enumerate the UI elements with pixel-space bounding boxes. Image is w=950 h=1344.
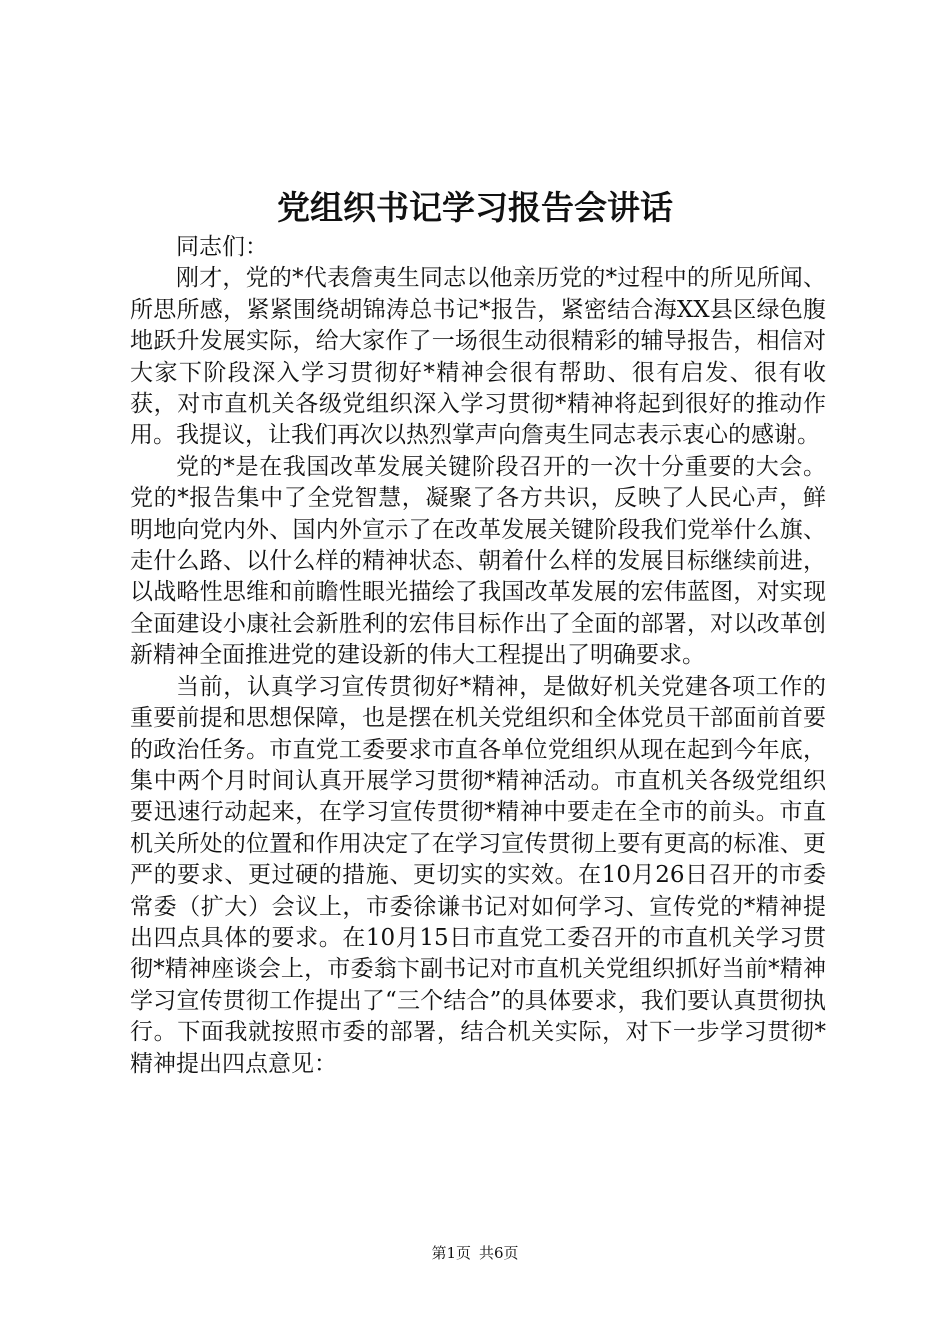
document-title: 党组织书记学习报告会讲话 [277,188,673,227]
page-total: 共6页 [479,1244,519,1262]
paragraph-2: 党的*是在我国改革发展关键阶段召开的一次十分重要的大会。党的*报告集中了全党智慧，凝聚了各方共识，反映了人民心声，鲜明地向党内外、国内外宣示了在改革发展关键阶段我们党举什么旗、走什么路、以什么样的精神状态、朝着什么样的发展目标继续前进，以战略性思维和前瞻性眼光描绘了我国改革发展的宏伟蓝图，对实现全面建设小康社会新胜利的宏伟目标作出了全面的部署，对以改革创新精神全面推进党的建设新的伟大工程提出了明确要求。 [130,453,826,669]
page-footer [0,1243,950,1263]
paragraph-1: 刚才，党的*代表詹夷生同志以他亲历党的*过程中的所见所闻、所思所感，紧紧围绕胡锦涛总书记*报告，紧密结合海XX县区绿色腹地跃升发展实际，给大家作了一场很生动很精彩的辅导报告，相信对大家下阶段深入学习贯彻好*精神会很有帮助、很有启发、很有收获，对市直机关各级党组织深入学习贯彻*精神将起到很好的推动作用。我提议，让我们再次以热烈掌声向詹夷生同志表示衷心的感谢。 [130,265,826,449]
document-body [130,232,826,1080]
paragraph-3: 当前，认真学习宣传贯彻好*精神，是做好机关党建各项工作的重要前提和思想保障，也是摆在机关党组织和全体党员干部面前首要的政治任务。市直党工委要求市直各单位党组织从现在起到今年底，集中两个月时间认真开展学习贯彻*精神活动。市直机关各级党组织要迅速行动起来，在学习宣传贯彻*精神中要走在全市的前头。市直机关所处的位置和作用决定了在学习宣传贯彻上要有更高的标准、更严的要求、更过硬的措施、更切实的实效。在10月26日召开的市委常委（扩大）会议上，市委徐谦书记对如何学习、宣传党的*精神提出四点具体的要求。在10月15日市直党工委召开的市直机关学习贯彻*精神座谈会上，市委翁卞副书记对市直机关党组织抓好当前*精神学习宣传贯彻工作提出了“三个结合”的具体要求，我们要认真贯彻执行。下面我就按照市委的部署，结合机关实际，对下一步学习贯彻*精神提出四点意见： [130,673,826,1077]
page-number: 第1页 [431,1244,471,1262]
salutation: 同志们： [176,234,268,260]
